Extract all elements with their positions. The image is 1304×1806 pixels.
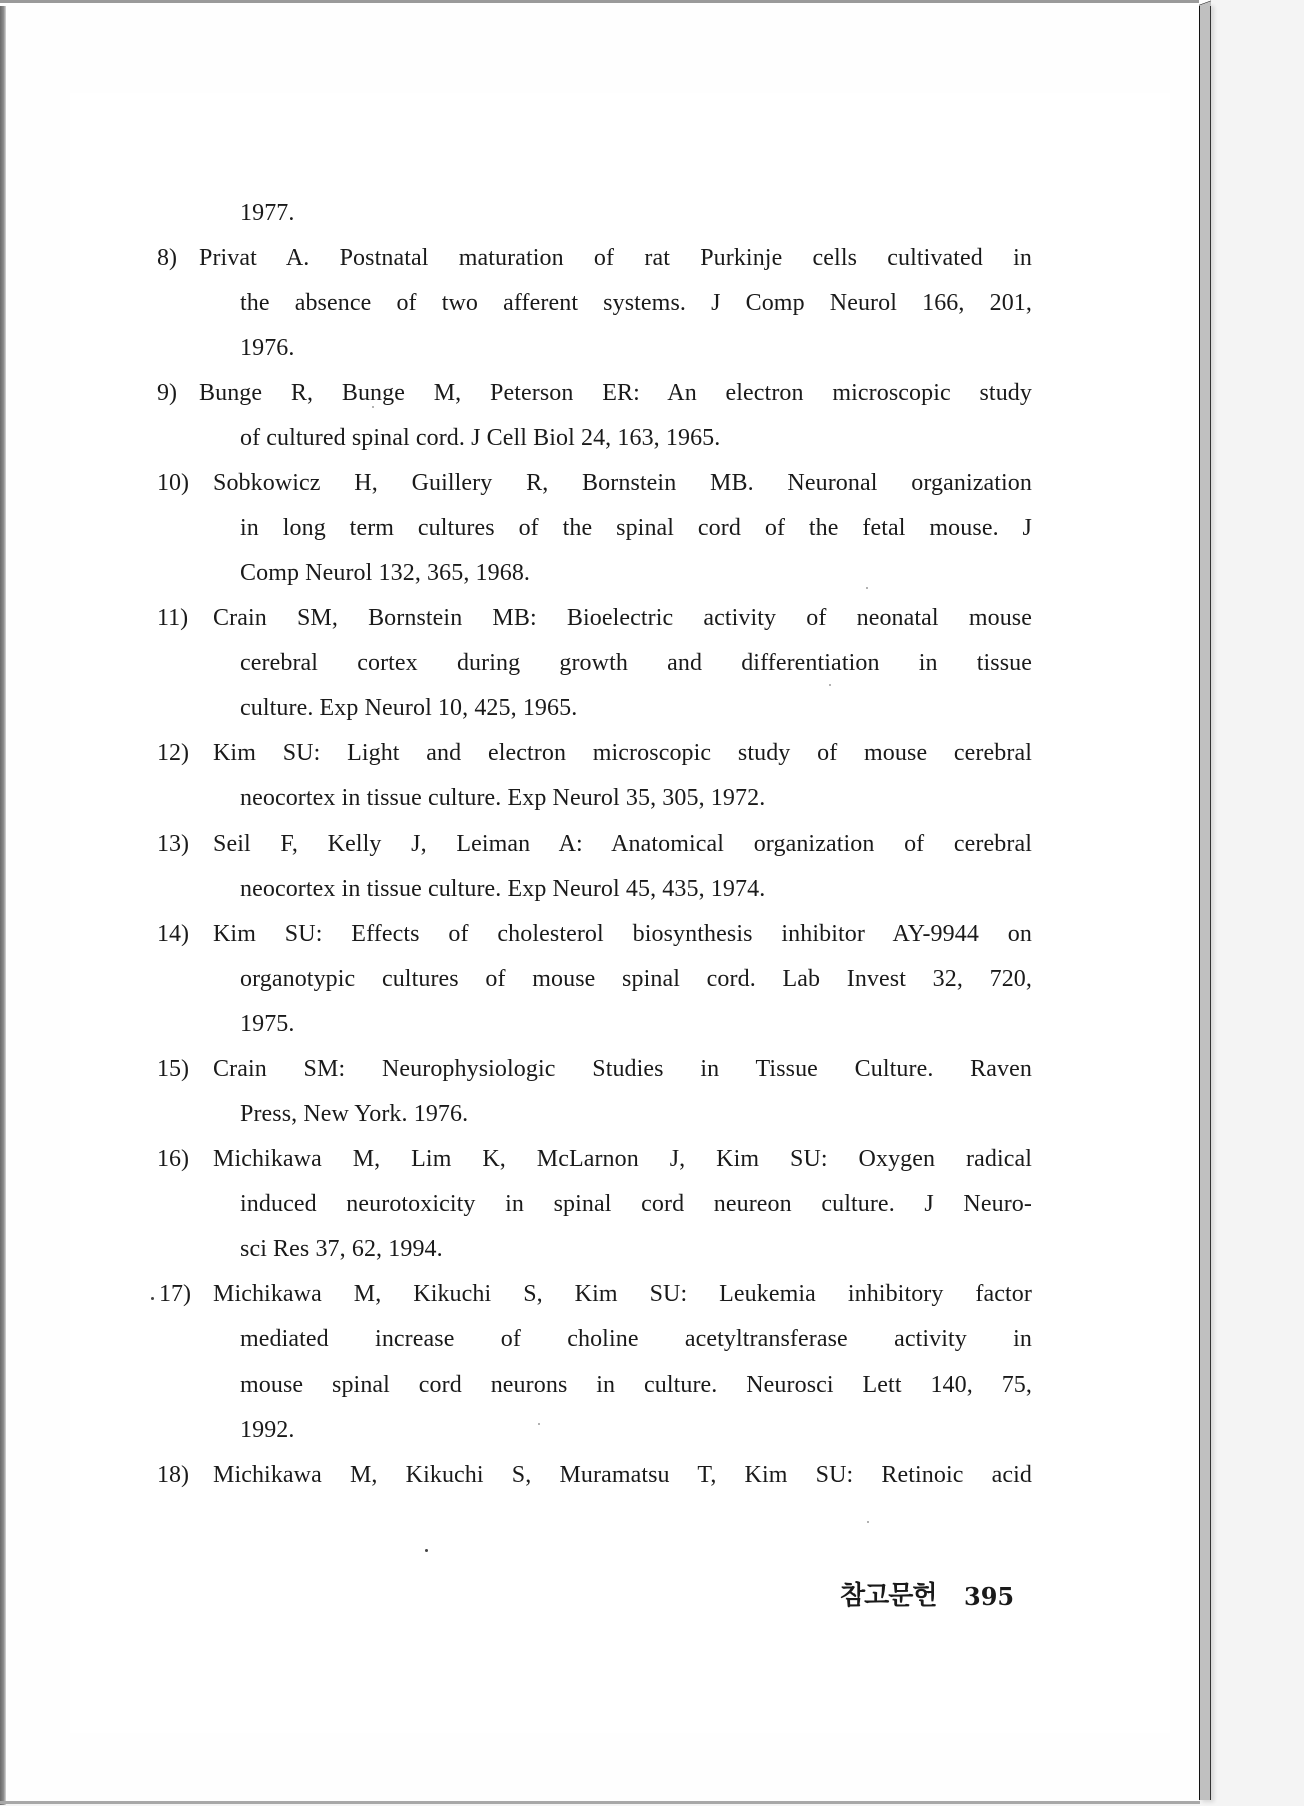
- reference-continuation-line: 1977.: [240, 200, 295, 226]
- page-bottom-edge: [0, 1801, 1200, 1804]
- reference-number: 9): [157, 380, 177, 406]
- reference-line: organotypic cultures of mouse spinal cord. Lab Invest 32, 720,: [240, 967, 1032, 991]
- reference-number: 16): [157, 1146, 189, 1172]
- reference-line: mouse spinal cord neurons in culture. Neurosci Lett 140, 75,: [240, 1373, 1032, 1397]
- reference-line: induced neurotoxicity in spinal cord neureon culture. J Neuro-: [240, 1192, 1032, 1216]
- page-number: 395: [964, 1582, 1015, 1611]
- reference-line: Michikawa M, Kikuchi S, Muramatsu T, Kim SU: Retinoic acid: [213, 1463, 1032, 1487]
- reference-line: Privat A. Postnatal maturation of rat Purkinje cells cultivated in: [199, 246, 1032, 270]
- reference-number: 18): [157, 1462, 189, 1488]
- reference-number: 8): [157, 245, 177, 271]
- reference-number: 17): [159, 1281, 191, 1307]
- scan-speck: [867, 1521, 869, 1523]
- running-footer-title: 참고문헌: [840, 1581, 937, 1611]
- reference-line: of cultured spinal cord. J Cell Biol 24, 163, 1965.: [240, 425, 721, 451]
- reference-line: Michikawa M, Lim K, McLarnon J, Kim SU: Oxygen radical: [213, 1147, 1032, 1171]
- reference-line: neocortex in tissue culture. Exp Neurol 45, 435, 1974.: [240, 876, 766, 902]
- reference-line: 1992.: [240, 1417, 295, 1443]
- scan-speck: [538, 1423, 540, 1425]
- reference-line: in long term cultures of the spinal cord of the fetal mouse. J: [240, 516, 1032, 540]
- page-left-edge: [0, 6, 6, 1805]
- reference-number: 13): [157, 831, 189, 857]
- reference-number: 15): [157, 1056, 189, 1082]
- reference-line: the absence of two afferent systems. J Comp Neurol 166, 201,: [240, 291, 1032, 315]
- reference-line: 1975.: [240, 1011, 295, 1037]
- reference-line: 1976.: [240, 335, 295, 361]
- reference-line: Michikawa M, Kikuchi S, Kim SU: Leukemia inhibitory factor: [213, 1282, 1032, 1306]
- reference-line: mediated increase of choline acetyltransferase activity in: [240, 1327, 1032, 1351]
- scan-speck: [372, 406, 374, 408]
- page-content-area: [70, 93, 1170, 1733]
- scan-speck: [151, 1297, 154, 1300]
- scan-speck: [829, 684, 831, 686]
- reference-line: Sobkowicz H, Guillery R, Bornstein MB. Neuronal organization: [213, 471, 1032, 495]
- reference-number: 10): [157, 470, 189, 496]
- reference-line: Kim SU: Effects of cholesterol biosynthesis inhibitor AY-9944 on: [213, 922, 1032, 946]
- reference-line: Crain SM, Bornstein MB: Bioelectric activity of neonatal mouse: [213, 606, 1032, 630]
- reference-line: Comp Neurol 132, 365, 1968.: [240, 560, 531, 586]
- scan-speck: [866, 587, 868, 589]
- reference-number: 12): [157, 740, 189, 766]
- reference-number: 14): [157, 921, 189, 947]
- reference-line: sci Res 37, 62, 1994.: [240, 1236, 443, 1262]
- reference-line: culture. Exp Neurol 10, 425, 1965.: [240, 695, 578, 721]
- reference-line: neocortex in tissue culture. Exp Neurol 35, 305, 1972.: [240, 785, 766, 811]
- reference-line: Press, New York. 1976.: [240, 1101, 469, 1127]
- page-stack-edge: [1199, 4, 1211, 1800]
- reference-line: Kim SU: Light and electron microscopic study of mouse cerebral: [213, 741, 1032, 765]
- reference-line: Crain SM: Neurophysiologic Studies in Tissue Culture. Raven: [213, 1057, 1032, 1081]
- reference-line: cerebral cortex during growth and differentiation in tissue: [240, 651, 1032, 675]
- reference-line: Seil F, Kelly J, Leiman A: Anatomical organization of cerebral: [213, 832, 1032, 856]
- scan-speck: [425, 1549, 428, 1552]
- reference-line: Bunge R, Bunge M, Peterson ER: An electron microscopic study: [199, 381, 1032, 405]
- reference-number: 11): [157, 605, 189, 631]
